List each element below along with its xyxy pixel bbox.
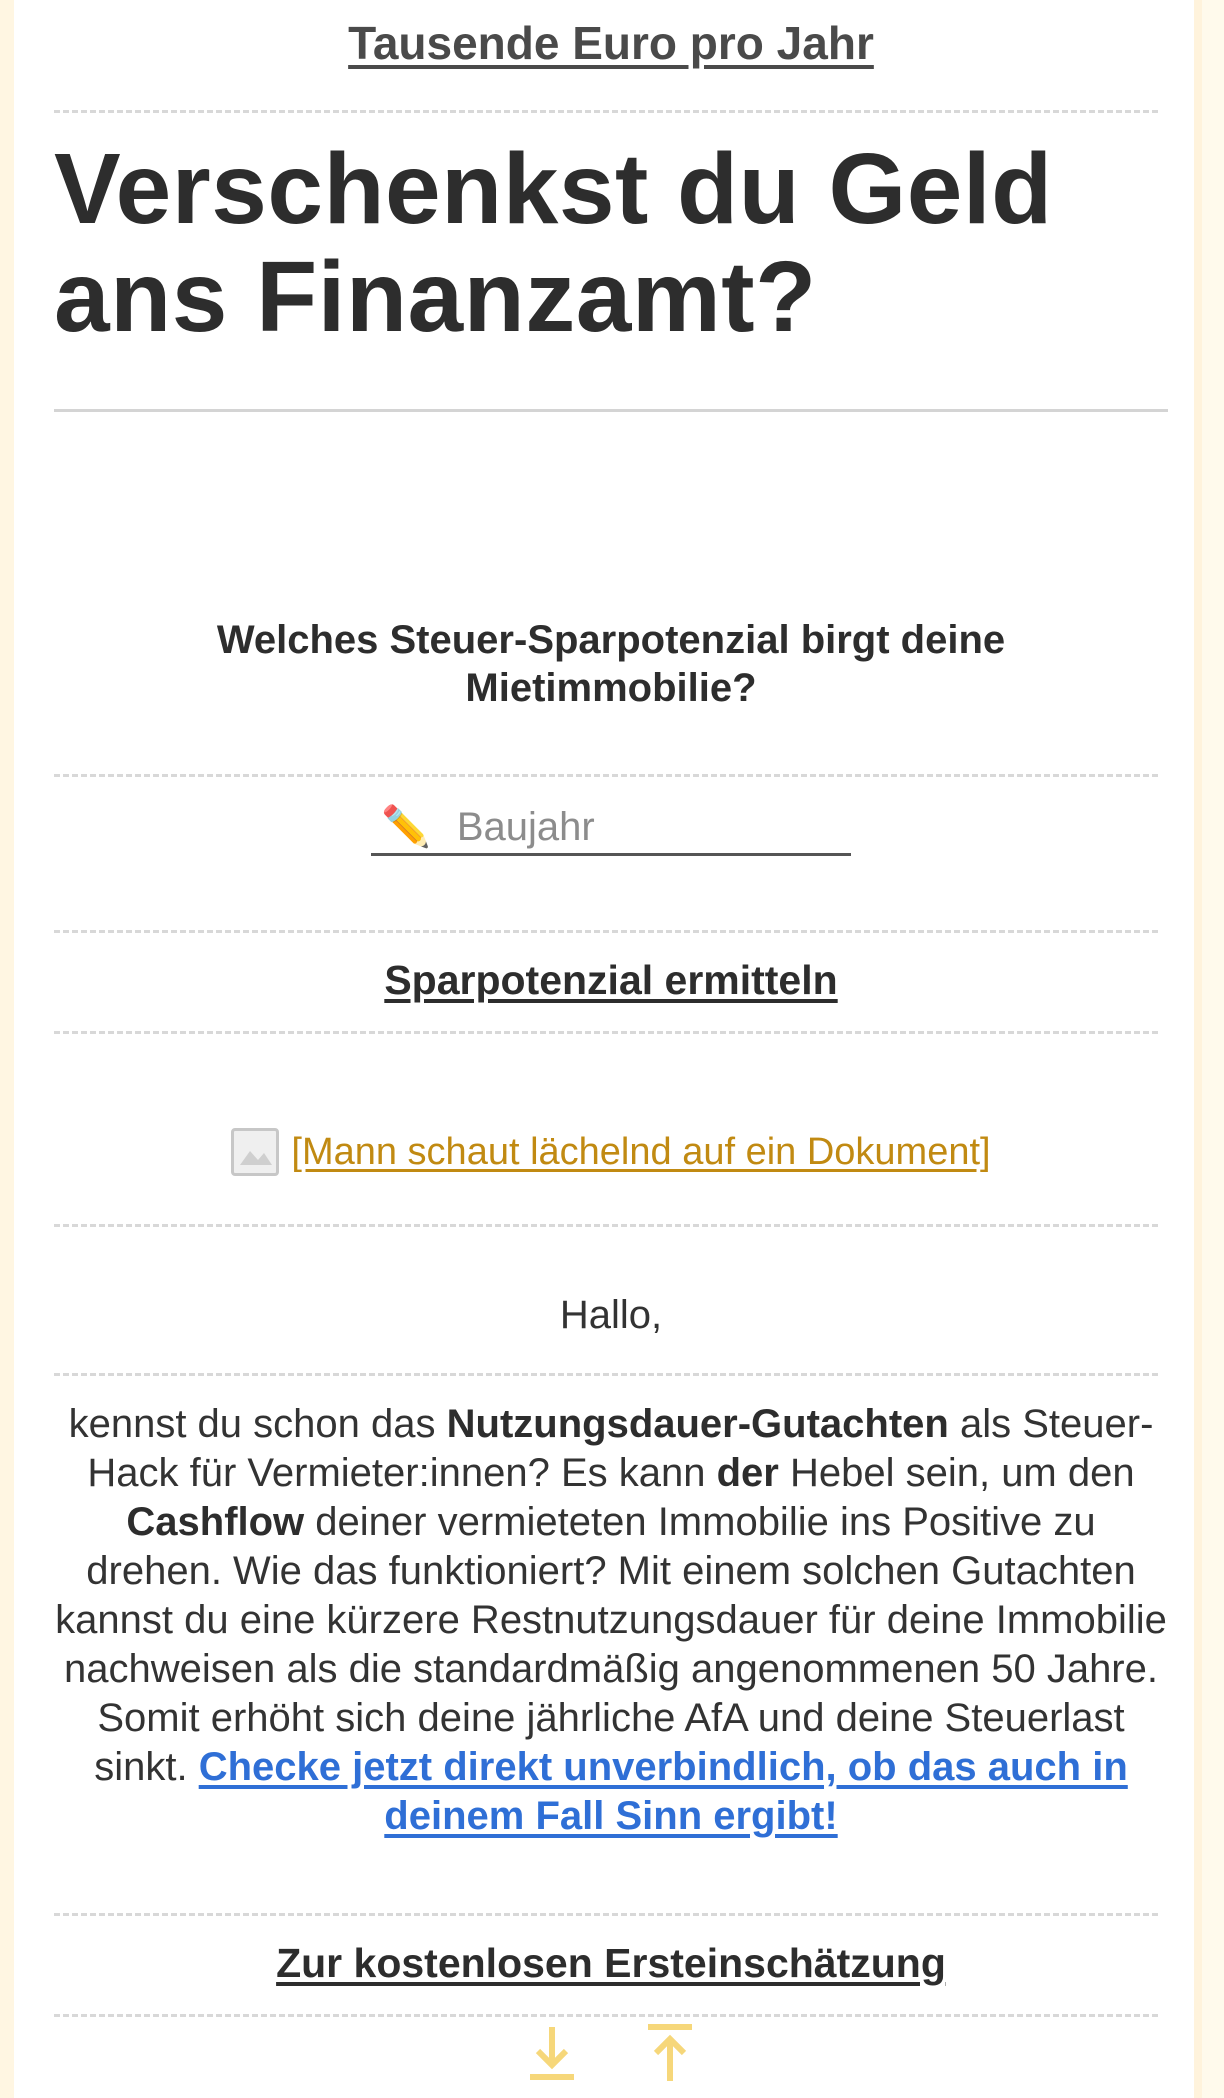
divider (54, 930, 1158, 933)
image-alt-link[interactable]: [Mann schaut lächelnd auf ein Dokument] (291, 1130, 991, 1173)
hero-line-1: Verschenkst du Geld (54, 133, 1053, 245)
question-line-1: Welches Steuer-Sparpotenzial birgt deine (216, 618, 1006, 662)
divider (54, 1031, 1158, 1034)
baujahr-input-row (54, 801, 1168, 856)
divider (54, 774, 1158, 777)
broken-image-icon (231, 1128, 279, 1176)
baujahr-field[interactable] (371, 801, 851, 856)
arrow-up-icon[interactable] (644, 2023, 696, 2081)
divider (54, 1373, 1158, 1376)
hero-divider (54, 409, 1168, 412)
sparpotenzial-button[interactable]: Sparpotenzial ermitteln (384, 957, 838, 1003)
body-paragraph (54, 1400, 1168, 1841)
footer-cta-row (54, 1940, 1168, 2014)
baujahr-input[interactable] (457, 801, 817, 853)
email-content (54, 0, 1168, 2081)
body-text-1: kennst du schon das (68, 1402, 447, 1446)
greeting: Hallo, (559, 1293, 663, 1337)
form-question (54, 616, 1168, 712)
body-text-2: als Steuer-Hack für Vermieter:innen? Es kann (87, 1402, 1154, 1495)
hero-line-2: ans Finanzamt? (54, 241, 817, 353)
body-bold-der: der (716, 1451, 779, 1495)
arrow-down-icon[interactable] (526, 2023, 578, 2081)
divider (54, 110, 1158, 113)
divider (54, 1224, 1158, 1227)
body-bold-gutachten: Nutzungsdauer-Gutachten (446, 1402, 949, 1446)
scroll-arrows (54, 2023, 1168, 2081)
top-link-row (54, 16, 1168, 90)
top-link[interactable]: Tausende Euro pro Jahr (348, 17, 874, 69)
divider (54, 1913, 1158, 1916)
body-text-4: deiner vermieteten Immobilie ins Positive zu drehen. Wie das funktioniert? Mit einem solchen Gutachten kannst du eine kürzere Restnutzungsdauer für deine Immobilie nachweisen als die standardmäßig angenommenen 50 Jahre. Somit erhöht sich deine jährliche AfA und deine Steuerlast sinkt. (55, 1500, 1167, 1789)
check-now-link[interactable]: Checke jetzt direkt unverbindlich, ob das auch in deinem Fall Sinn ergibt! (198, 1745, 1128, 1838)
body-text-3: Hebel sein, um den (778, 1451, 1135, 1495)
submit-row (54, 957, 1168, 1031)
body-bold-cashflow: Cashflow (126, 1500, 305, 1544)
ersteinschaetzung-button[interactable]: Zur kostenlosen Ersteinschätzung (276, 1940, 946, 1986)
image-placeholder (54, 1122, 1168, 1182)
divider (54, 2014, 1158, 2017)
question-line-2: Mietimmobilie? (465, 666, 757, 710)
pencil-icon: ✏️ (381, 805, 431, 849)
hero-headline (54, 135, 1168, 351)
